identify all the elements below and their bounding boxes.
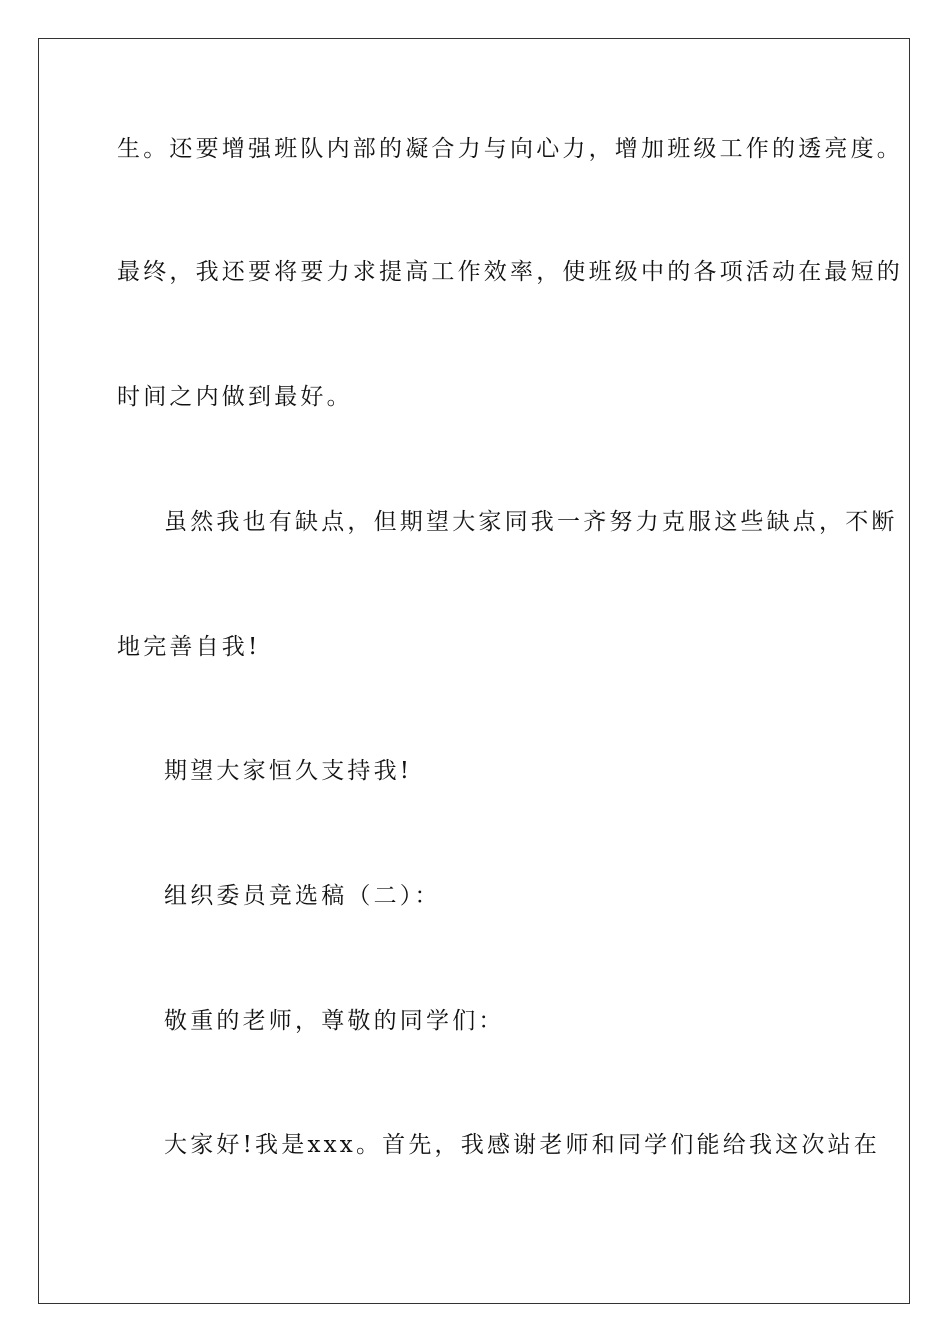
text-line: 大家好!我是xxx。首先，我感谢老师和同学们能给我这次站在 bbox=[164, 1132, 880, 1158]
text-line: 期望大家恒久支持我! bbox=[164, 758, 413, 784]
text-line: 虽然我也有缺点，但期望大家同我一齐努力克服这些缺点，不断 bbox=[164, 509, 898, 535]
text-line: 生。还要增强班队内部的凝合力与向心力，增加班级工作的透亮度。 bbox=[117, 136, 903, 162]
text-line: 最终，我还要将要力求提高工作效率，使班级中的各项活动在最短的 bbox=[117, 259, 903, 285]
text-line: 地完善自我! bbox=[117, 634, 261, 660]
salutation: 敬重的老师，尊敬的同学们： bbox=[164, 1008, 505, 1034]
page-border bbox=[38, 38, 910, 1304]
section-heading: 组织委员竞选稿（二）： bbox=[164, 883, 441, 909]
text-line: 时间之内做到最好。 bbox=[117, 384, 353, 410]
